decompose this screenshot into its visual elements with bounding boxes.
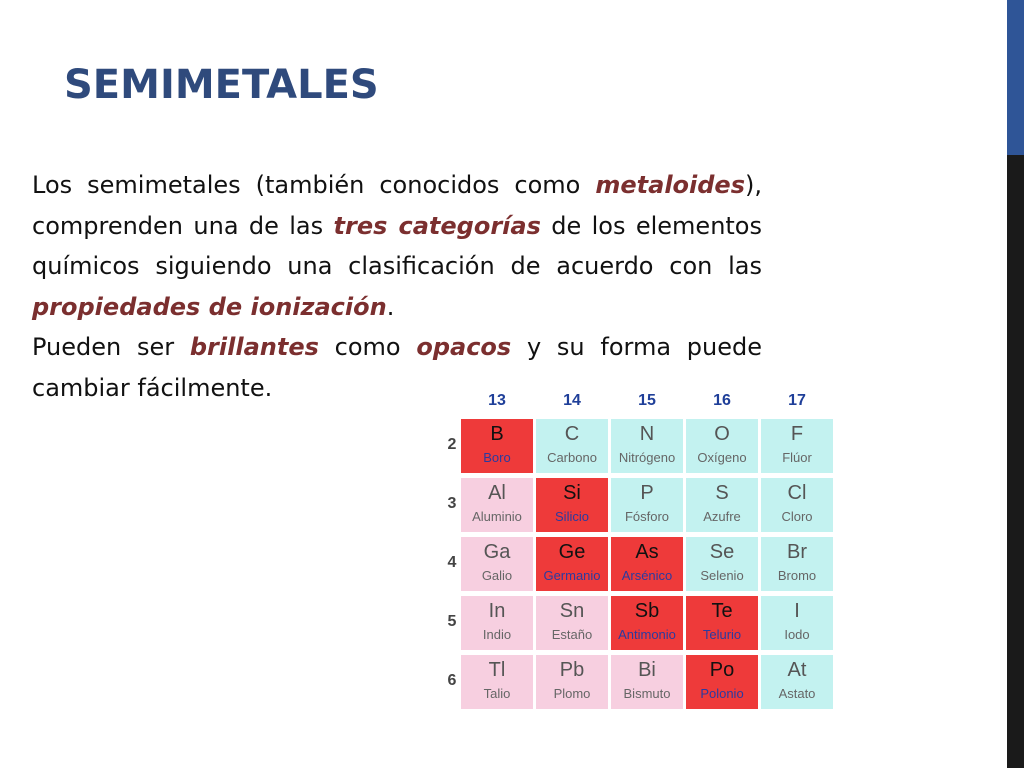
period-header: 4 [447, 554, 457, 571]
element-symbol: In [488, 600, 506, 622]
element-symbol: Tl [488, 659, 506, 681]
element-symbol: Br [787, 541, 807, 563]
paragraph-definition [32, 165, 762, 327]
element-symbol: B [490, 423, 504, 445]
element-name: Azufre [703, 509, 741, 524]
element-symbol: Al [488, 482, 506, 504]
element-name: Plomo [553, 686, 591, 701]
element-cell-se [685, 536, 759, 592]
element-name: Boro [483, 450, 511, 465]
element-symbol: Ge [558, 541, 586, 563]
periodic-table-excerpt [442, 386, 818, 716]
element-name: Fósforo [624, 509, 670, 524]
element-cell-o [685, 418, 759, 474]
group-header: 13 [488, 392, 506, 409]
element-cell-bi [610, 654, 684, 710]
highlight-opacos: opacos [416, 333, 512, 361]
element-cell-i [760, 595, 834, 651]
period-header: 2 [447, 436, 457, 453]
text-segment: ), comprenden una de las [32, 171, 762, 240]
element-name: Arsénico [621, 568, 673, 583]
element-symbol: Po [709, 659, 735, 681]
element-cell-p [610, 477, 684, 533]
element-symbol: F [790, 423, 804, 445]
element-cell-n [610, 418, 684, 474]
element-cell-tl [460, 654, 534, 710]
element-name: Carbono [547, 450, 597, 465]
element-name: Polonio [700, 686, 744, 701]
element-name: Astato [778, 686, 816, 701]
slide-title: SEMIMETALES [64, 62, 379, 108]
element-name: Cloro [781, 509, 813, 524]
element-cell-s [685, 477, 759, 533]
element-cell-al [460, 477, 534, 533]
element-name: Talio [483, 686, 511, 701]
element-name: Estaño [551, 627, 593, 642]
element-name: Selenio [700, 568, 744, 583]
element-symbol: At [787, 659, 807, 681]
group-header: 14 [563, 392, 581, 409]
element-cell-te [685, 595, 759, 651]
element-name: Telurio [702, 627, 742, 642]
element-cell-cl [760, 477, 834, 533]
element-symbol: Si [563, 482, 581, 504]
element-cell-pb [535, 654, 609, 710]
element-cell-ga [460, 536, 534, 592]
element-symbol: O [714, 423, 730, 445]
element-cell-sb [610, 595, 684, 651]
element-name: Indio [482, 627, 512, 642]
element-name: Bromo [777, 568, 817, 583]
element-name: Aluminio [472, 509, 522, 524]
period-header: 3 [447, 495, 457, 512]
highlight-propiedades: propiedades de ionización [32, 292, 387, 321]
element-name: Galio [481, 568, 513, 583]
text-segment: de los elementos químicos siguiendo una clasificación de acuerdo con las [32, 211, 762, 280]
element-name: Germanio [543, 568, 601, 583]
text-segment: y su forma puede cambiar fácilmente. [32, 333, 762, 402]
element-name: Nitrógeno [618, 450, 676, 465]
group-header: 16 [713, 392, 731, 409]
element-cell-b [460, 418, 534, 474]
element-name: Antimonio [618, 627, 676, 642]
element-symbol: Se [709, 541, 735, 563]
text-segment: como [318, 333, 417, 361]
body-text [32, 165, 762, 408]
highlight-brillantes: brillantes [189, 333, 319, 361]
element-name: Oxígeno [697, 450, 747, 465]
highlight-tres-categorias: tres categorías [333, 211, 541, 240]
element-cell-c [535, 418, 609, 474]
element-cell-ge [535, 536, 609, 592]
element-symbol: Sn [559, 600, 585, 622]
element-symbol: As [635, 541, 659, 563]
element-symbol: P [640, 482, 654, 504]
element-symbol: C [564, 423, 580, 445]
element-cell-po [685, 654, 759, 710]
text-segment: Los semimetales (también conocidos como [32, 171, 596, 199]
element-symbol: Bi [638, 659, 656, 681]
element-cell-br [760, 536, 834, 592]
element-cell-sn [535, 595, 609, 651]
element-symbol: Ga [483, 541, 511, 563]
element-cell-in [460, 595, 534, 651]
element-name: Iodo [784, 627, 810, 642]
element-cell-as [610, 536, 684, 592]
element-symbol: Cl [787, 482, 807, 504]
element-symbol: Pb [559, 659, 585, 681]
element-symbol: S [715, 482, 729, 504]
period-header: 5 [447, 613, 457, 630]
text-segment: . [386, 292, 395, 321]
group-header: 17 [788, 392, 806, 409]
element-cell-si [535, 477, 609, 533]
element-cell-f [760, 418, 834, 474]
element-symbol: N [639, 423, 655, 445]
element-name: Silicio [555, 509, 589, 524]
element-name: Bismuto [623, 686, 671, 701]
accent-bar-bottom [1007, 155, 1024, 768]
element-symbol: Te [711, 600, 733, 622]
element-cell-at [760, 654, 834, 710]
accent-bar-top [1007, 0, 1024, 155]
text-segment: Pueden ser [32, 333, 190, 361]
highlight-metaloides: metaloides [595, 171, 745, 199]
element-symbol: Sb [634, 600, 660, 622]
element-name: Flúor [782, 450, 812, 465]
period-header: 6 [447, 672, 457, 689]
group-header: 15 [638, 392, 656, 409]
element-symbol: I [794, 600, 800, 622]
